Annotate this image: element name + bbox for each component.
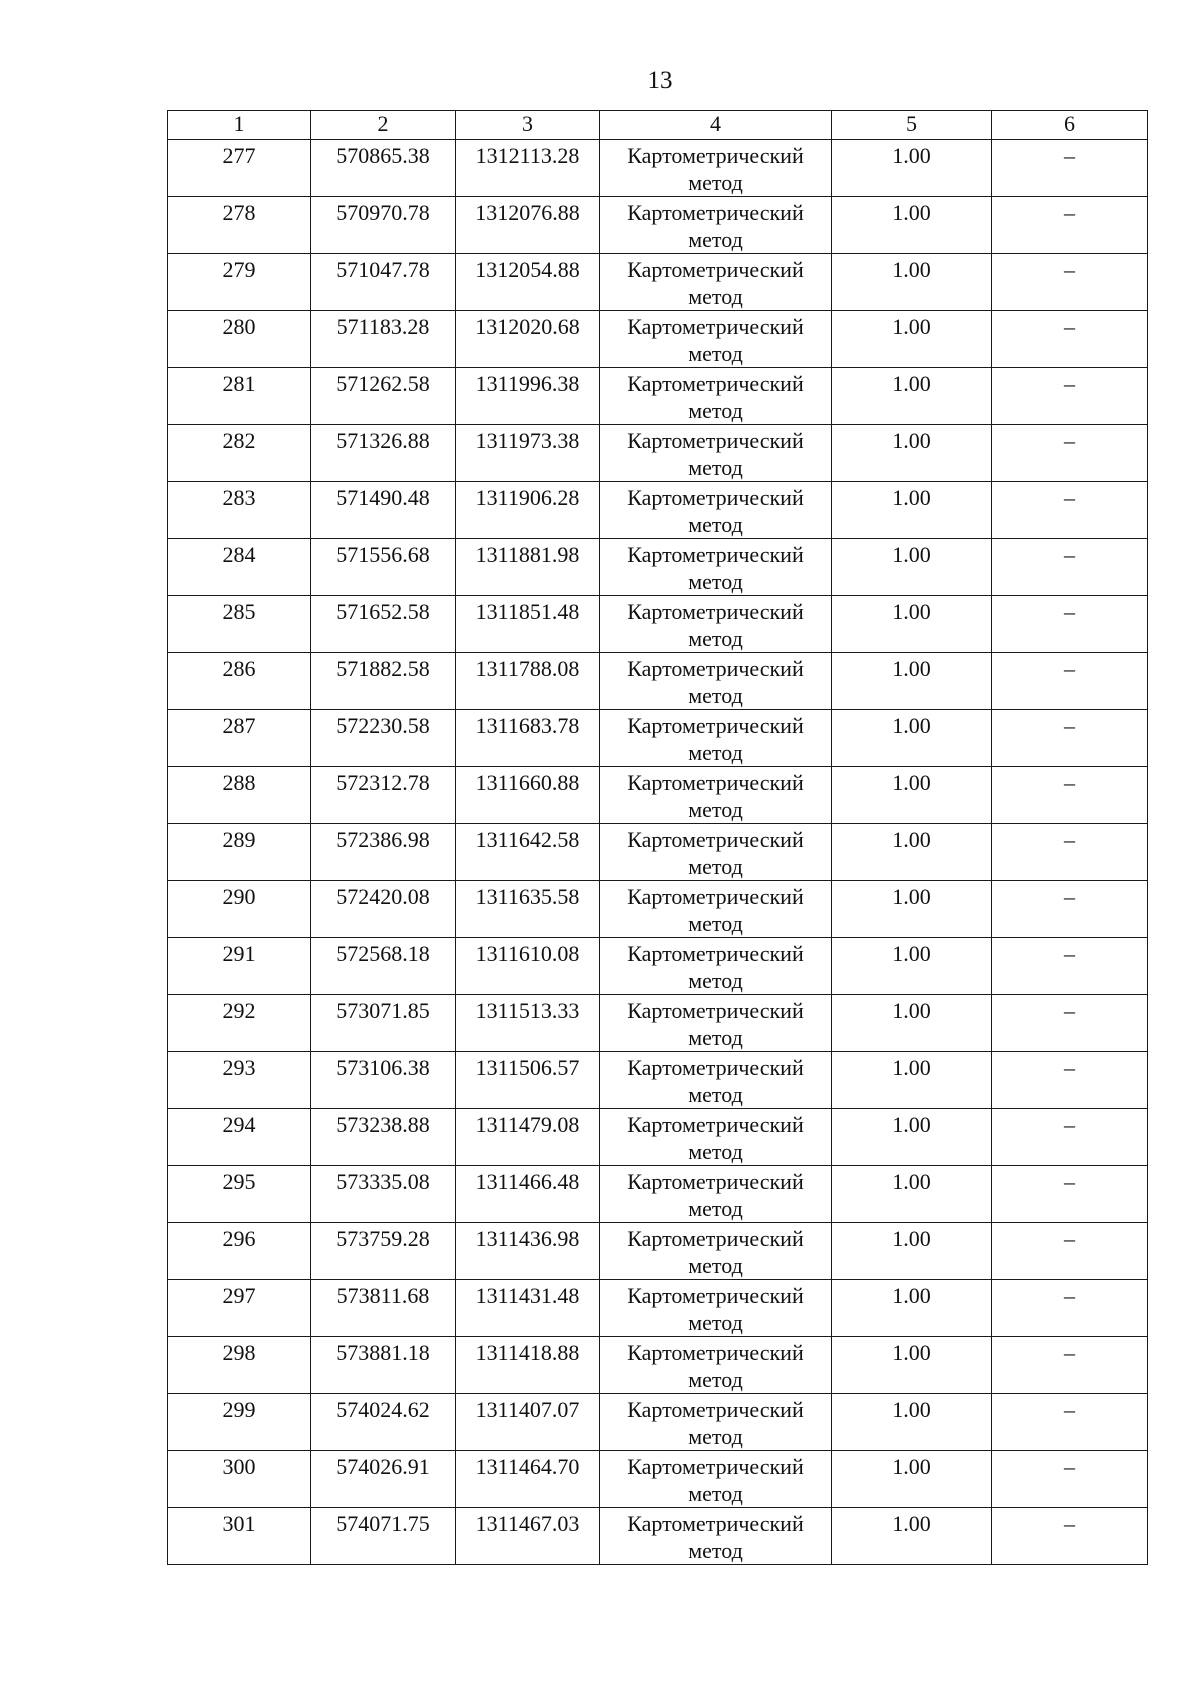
point-number-cell: 300 [168, 1451, 311, 1508]
method-cell [600, 653, 832, 710]
x-coordinate-cell: 572420.08 [311, 881, 456, 938]
y-coordinate-cell: 1311610.08 [456, 938, 600, 995]
y-coordinate-cell: 1311467.03 [456, 1508, 600, 1565]
page-number: 13 [647, 67, 673, 94]
method-text: Картометрический метод [627, 1340, 804, 1392]
accuracy-cell: 1.00 [832, 596, 992, 653]
note-cell: – [992, 710, 1148, 767]
x-coordinate-cell: 574024.62 [311, 1394, 456, 1451]
table-row [168, 653, 1148, 710]
table-row [168, 482, 1148, 539]
y-coordinate-cell: 1311660.88 [456, 767, 600, 824]
method-cell [600, 767, 832, 824]
table-header-row [168, 111, 1148, 140]
x-coordinate-cell: 571047.78 [311, 254, 456, 311]
point-number-cell: 296 [168, 1223, 311, 1280]
method-text: Картометрический метод [627, 143, 804, 195]
point-number-cell: 301 [168, 1508, 311, 1565]
note-cell: – [992, 1451, 1148, 1508]
y-coordinate-cell: 1312054.88 [456, 254, 600, 311]
method-text: Картометрический метод [627, 485, 804, 537]
y-coordinate-cell: 1311431.48 [456, 1280, 600, 1337]
method-cell [600, 938, 832, 995]
column-header-3: 3 [456, 111, 600, 140]
x-coordinate-cell: 572386.98 [311, 824, 456, 881]
method-cell [600, 710, 832, 767]
note-cell: – [992, 425, 1148, 482]
y-coordinate-cell: 1311513.33 [456, 995, 600, 1052]
method-cell [600, 1508, 832, 1565]
x-coordinate-cell: 573759.28 [311, 1223, 456, 1280]
x-coordinate-cell: 570970.78 [311, 197, 456, 254]
accuracy-cell: 1.00 [832, 197, 992, 254]
method-cell [600, 311, 832, 368]
x-coordinate-cell: 571183.28 [311, 311, 456, 368]
method-cell [600, 1337, 832, 1394]
x-coordinate-cell: 573106.38 [311, 1052, 456, 1109]
point-number-cell: 278 [168, 197, 311, 254]
method-text: Картометрический метод [627, 200, 804, 252]
point-number-cell: 280 [168, 311, 311, 368]
point-number-cell: 277 [168, 140, 311, 197]
accuracy-cell: 1.00 [832, 539, 992, 596]
accuracy-cell: 1.00 [832, 482, 992, 539]
column-header-2: 2 [311, 111, 456, 140]
x-coordinate-cell: 571556.68 [311, 539, 456, 596]
x-coordinate-cell: 571262.58 [311, 368, 456, 425]
y-coordinate-cell: 1311973.38 [456, 425, 600, 482]
table-row [168, 938, 1148, 995]
accuracy-cell: 1.00 [832, 824, 992, 881]
table-row [168, 1508, 1148, 1565]
accuracy-cell: 1.00 [832, 1451, 992, 1508]
y-coordinate-cell: 1311881.98 [456, 539, 600, 596]
y-coordinate-cell: 1311479.08 [456, 1109, 600, 1166]
point-number-cell: 298 [168, 1337, 311, 1394]
method-text: Картометрический метод [627, 1283, 804, 1335]
y-coordinate-cell: 1311642.58 [456, 824, 600, 881]
point-number-cell: 279 [168, 254, 311, 311]
method-cell [600, 140, 832, 197]
x-coordinate-cell: 571882.58 [311, 653, 456, 710]
point-number-cell: 292 [168, 995, 311, 1052]
column-header-1: 1 [168, 111, 311, 140]
note-cell: – [992, 995, 1148, 1052]
method-text: Картометрический метод [627, 656, 804, 708]
x-coordinate-cell: 571490.48 [311, 482, 456, 539]
accuracy-cell: 1.00 [832, 425, 992, 482]
accuracy-cell: 1.00 [832, 767, 992, 824]
note-cell: – [992, 1394, 1148, 1451]
note-cell: – [992, 311, 1148, 368]
table-row [168, 1109, 1148, 1166]
method-text: Картометрический метод [627, 1397, 804, 1449]
method-text: Картометрический метод [627, 827, 804, 879]
table-row [168, 1337, 1148, 1394]
method-text: Картометрический метод [627, 314, 804, 366]
note-cell: – [992, 1109, 1148, 1166]
note-cell: – [992, 1508, 1148, 1565]
table-row [168, 710, 1148, 767]
point-number-cell: 284 [168, 539, 311, 596]
method-cell [600, 881, 832, 938]
accuracy-cell: 1.00 [832, 1166, 992, 1223]
method-text: Картометрический метод [627, 1226, 804, 1278]
x-coordinate-cell: 574071.75 [311, 1508, 456, 1565]
accuracy-cell: 1.00 [832, 1337, 992, 1394]
accuracy-cell: 1.00 [832, 1394, 992, 1451]
accuracy-cell: 1.00 [832, 710, 992, 767]
column-header-6: 6 [992, 111, 1148, 140]
accuracy-cell: 1.00 [832, 881, 992, 938]
y-coordinate-cell: 1312076.88 [456, 197, 600, 254]
table-row [168, 539, 1148, 596]
note-cell: – [992, 1052, 1148, 1109]
note-cell: – [992, 824, 1148, 881]
method-cell [600, 254, 832, 311]
method-cell [600, 824, 832, 881]
note-cell: – [992, 596, 1148, 653]
y-coordinate-cell: 1311906.28 [456, 482, 600, 539]
accuracy-cell: 1.00 [832, 1280, 992, 1337]
point-number-cell: 288 [168, 767, 311, 824]
y-coordinate-cell: 1311851.48 [456, 596, 600, 653]
method-text: Картометрический метод [627, 1454, 804, 1506]
table-row [168, 368, 1148, 425]
y-coordinate-cell: 1311464.70 [456, 1451, 600, 1508]
method-cell [600, 1109, 832, 1166]
x-coordinate-cell: 570865.38 [311, 140, 456, 197]
method-text: Картометрический метод [627, 713, 804, 765]
accuracy-cell: 1.00 [832, 995, 992, 1052]
accuracy-cell: 1.00 [832, 311, 992, 368]
note-cell: – [992, 767, 1148, 824]
table-row [168, 596, 1148, 653]
column-header-4: 4 [600, 111, 832, 140]
method-cell [600, 1394, 832, 1451]
note-cell: – [992, 1280, 1148, 1337]
note-cell: – [992, 938, 1148, 995]
table-row [168, 1166, 1148, 1223]
method-cell [600, 1223, 832, 1280]
note-cell: – [992, 881, 1148, 938]
x-coordinate-cell: 572568.18 [311, 938, 456, 995]
note-cell: – [992, 140, 1148, 197]
table-row [168, 1052, 1148, 1109]
y-coordinate-cell: 1311996.38 [456, 368, 600, 425]
accuracy-cell: 1.00 [832, 653, 992, 710]
y-coordinate-cell: 1312113.28 [456, 140, 600, 197]
point-number-cell: 294 [168, 1109, 311, 1166]
accuracy-cell: 1.00 [832, 1052, 992, 1109]
point-number-cell: 293 [168, 1052, 311, 1109]
point-number-cell: 281 [168, 368, 311, 425]
x-coordinate-cell: 573881.18 [311, 1337, 456, 1394]
x-coordinate-cell: 571326.88 [311, 425, 456, 482]
note-cell: – [992, 482, 1148, 539]
table-row [168, 140, 1148, 197]
table-row [168, 1280, 1148, 1337]
note-cell: – [992, 197, 1148, 254]
note-cell: – [992, 254, 1148, 311]
note-cell: – [992, 1223, 1148, 1280]
accuracy-cell: 1.00 [832, 140, 992, 197]
point-number-cell: 282 [168, 425, 311, 482]
table-row [168, 824, 1148, 881]
x-coordinate-cell: 572230.58 [311, 710, 456, 767]
method-cell [600, 1280, 832, 1337]
method-text: Картометрический метод [627, 1169, 804, 1221]
y-coordinate-cell: 1311788.08 [456, 653, 600, 710]
method-text: Картометрический метод [627, 884, 804, 936]
accuracy-cell: 1.00 [832, 1109, 992, 1166]
y-coordinate-cell: 1311506.57 [456, 1052, 600, 1109]
table-row [168, 1223, 1148, 1280]
note-cell: – [992, 653, 1148, 710]
x-coordinate-cell: 571652.58 [311, 596, 456, 653]
coordinates-table [167, 110, 1148, 1565]
method-cell [600, 596, 832, 653]
x-coordinate-cell: 573071.85 [311, 995, 456, 1052]
table-row [168, 1394, 1148, 1451]
note-cell: – [992, 539, 1148, 596]
method-text: Картометрический метод [627, 257, 804, 309]
point-number-cell: 295 [168, 1166, 311, 1223]
x-coordinate-cell: 574026.91 [311, 1451, 456, 1508]
table-row [168, 1451, 1148, 1508]
point-number-cell: 287 [168, 710, 311, 767]
column-header-5: 5 [832, 111, 992, 140]
method-text: Картометрический метод [627, 599, 804, 651]
table-row [168, 197, 1148, 254]
y-coordinate-cell: 1311418.88 [456, 1337, 600, 1394]
point-number-cell: 297 [168, 1280, 311, 1337]
method-cell [600, 368, 832, 425]
accuracy-cell: 1.00 [832, 254, 992, 311]
y-coordinate-cell: 1311635.58 [456, 881, 600, 938]
point-number-cell: 299 [168, 1394, 311, 1451]
table-row [168, 311, 1148, 368]
y-coordinate-cell: 1311683.78 [456, 710, 600, 767]
point-number-cell: 285 [168, 596, 311, 653]
point-number-cell: 290 [168, 881, 311, 938]
method-cell [600, 197, 832, 254]
table-row [168, 767, 1148, 824]
method-cell [600, 1052, 832, 1109]
method-text: Картометрический метод [627, 542, 804, 594]
accuracy-cell: 1.00 [832, 938, 992, 995]
method-text: Картометрический метод [627, 941, 804, 993]
method-text: Картометрический метод [627, 770, 804, 822]
point-number-cell: 283 [168, 482, 311, 539]
method-cell [600, 1166, 832, 1223]
x-coordinate-cell: 573238.88 [311, 1109, 456, 1166]
method-text: Картометрический метод [627, 428, 804, 480]
y-coordinate-cell: 1311407.07 [456, 1394, 600, 1451]
point-number-cell: 291 [168, 938, 311, 995]
note-cell: – [992, 1166, 1148, 1223]
accuracy-cell: 1.00 [832, 368, 992, 425]
method-cell [600, 995, 832, 1052]
table-row [168, 881, 1148, 938]
y-coordinate-cell: 1312020.68 [456, 311, 600, 368]
method-cell [600, 425, 832, 482]
table-row [168, 425, 1148, 482]
method-text: Картометрический метод [627, 998, 804, 1050]
point-number-cell: 289 [168, 824, 311, 881]
x-coordinate-cell: 573335.08 [311, 1166, 456, 1223]
table-row [168, 995, 1148, 1052]
y-coordinate-cell: 1311466.48 [456, 1166, 600, 1223]
method-cell [600, 482, 832, 539]
method-text: Картометрический метод [627, 1055, 804, 1107]
method-cell [600, 539, 832, 596]
table-row [168, 254, 1148, 311]
accuracy-cell: 1.00 [832, 1223, 992, 1280]
method-text: Картометрический метод [627, 1112, 804, 1164]
x-coordinate-cell: 573811.68 [311, 1280, 456, 1337]
x-coordinate-cell: 572312.78 [311, 767, 456, 824]
method-cell [600, 1451, 832, 1508]
point-number-cell: 286 [168, 653, 311, 710]
note-cell: – [992, 1337, 1148, 1394]
method-text: Картометрический метод [627, 371, 804, 423]
accuracy-cell: 1.00 [832, 1508, 992, 1565]
method-text: Картометрический метод [627, 1511, 804, 1563]
y-coordinate-cell: 1311436.98 [456, 1223, 600, 1280]
note-cell: – [992, 368, 1148, 425]
